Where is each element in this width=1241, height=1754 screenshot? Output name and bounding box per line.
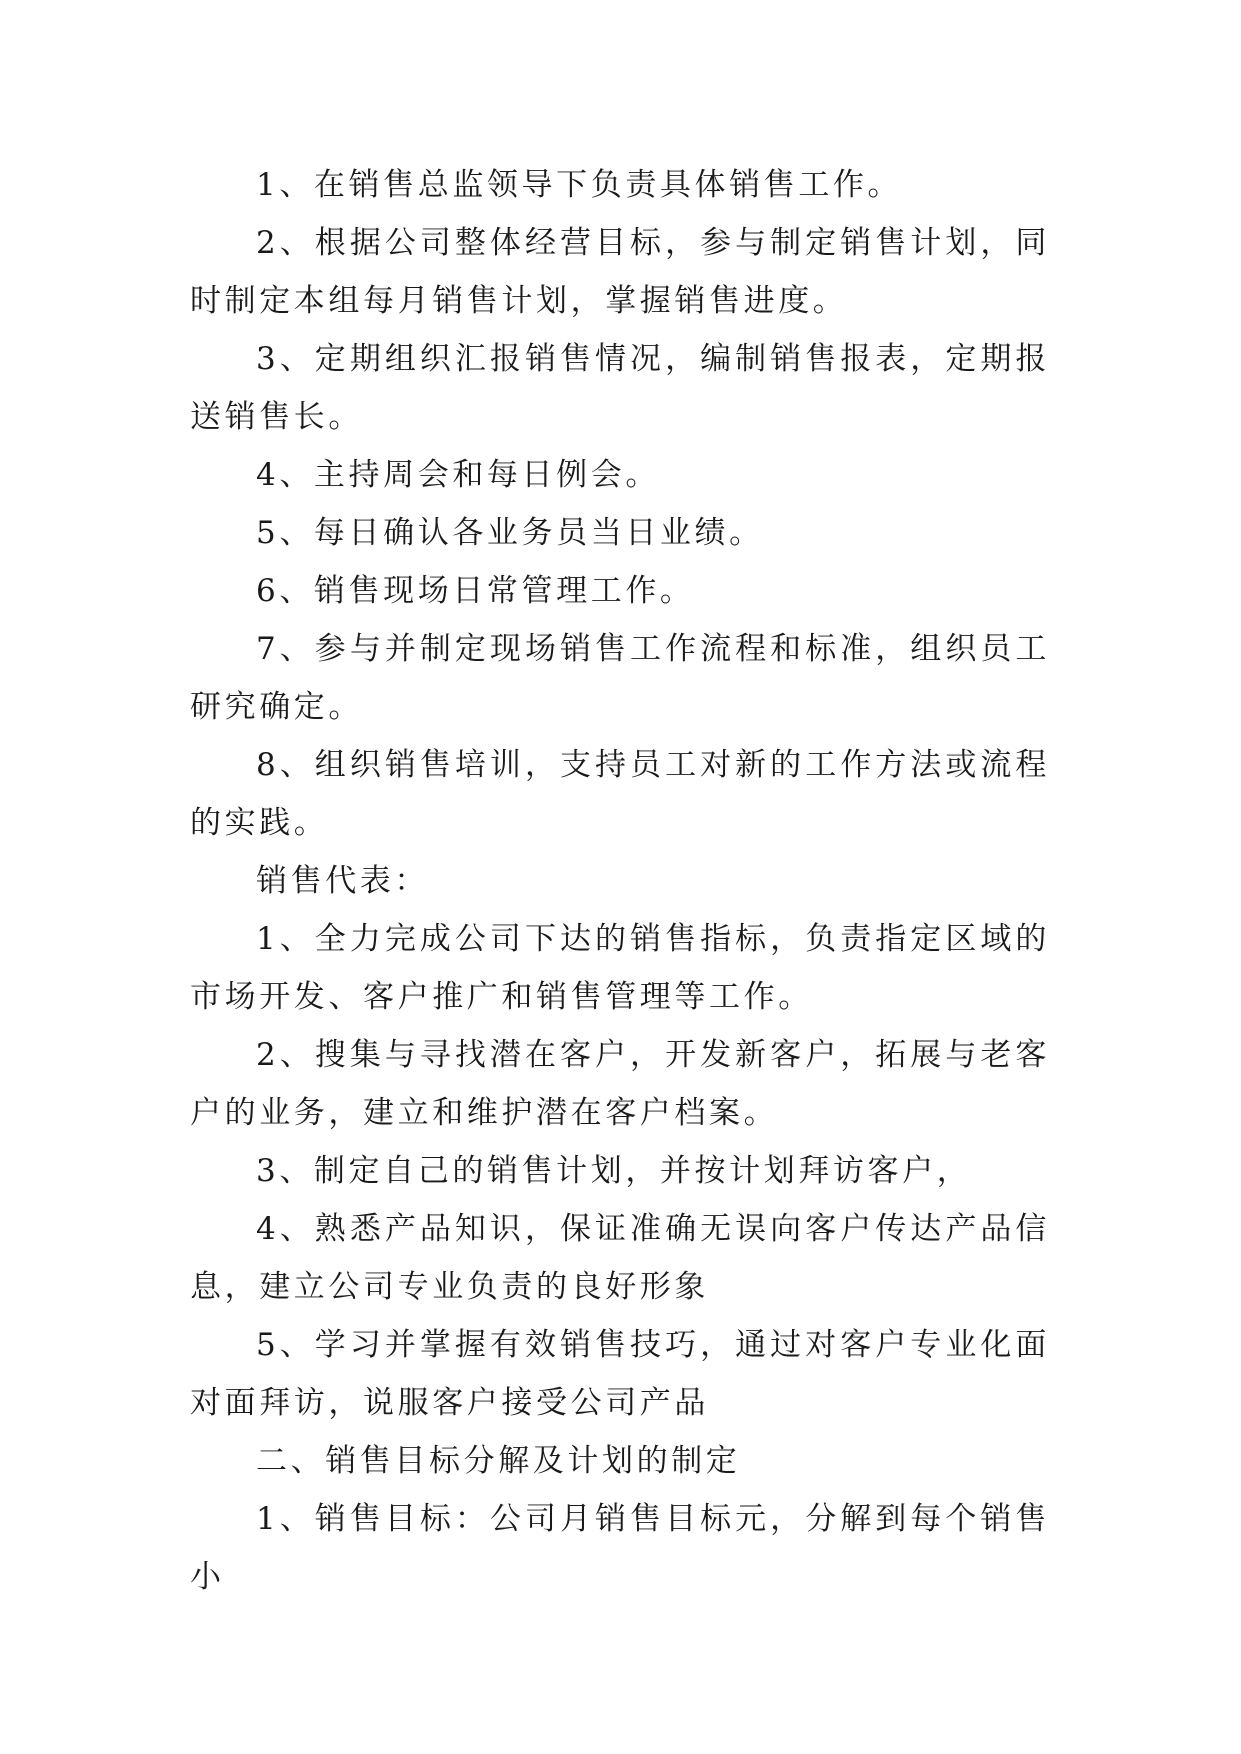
paragraph: 6、销售现场日常管理工作。 xyxy=(256,573,695,609)
document-page xyxy=(190,156,1050,1606)
paragraph: 2、根据公司整体经营目标，参与制定销售计划，同时制定本组每月销售计划，掌握销售进度。 xyxy=(190,225,1050,319)
paragraph: 3、定期组织汇报销售情况，编制销售报表，定期报送销售长。 xyxy=(190,341,1050,435)
paragraph: 8、组织销售培训，支持员工对新的工作方法或流程的实践。 xyxy=(190,747,1050,841)
section-heading: 销售代表： xyxy=(256,863,429,899)
paragraph: 5、每日确认各业务员当日业绩。 xyxy=(256,515,764,551)
paragraph: 1、在销售总监领导下负责具体销售工作。 xyxy=(256,167,903,203)
paragraph: 7、参与并制定现场销售工作流程和标准，组织员工研究确定。 xyxy=(190,631,1050,725)
paragraph: 1、销售目标：公司月销售目标元，分解到每个销售小 xyxy=(190,1501,1050,1595)
paragraph: 2、搜集与寻找潜在客户，开发新客户，拓展与老客户的业务，建立和维护潜在客户档案。 xyxy=(190,1037,1050,1131)
section-heading: 二、销售目标分解及计划的制定 xyxy=(256,1443,741,1479)
paragraph: 5、学习并掌握有效销售技巧，通过对客户专业化面对面拜访，说服客户接受公司产品 xyxy=(190,1327,1050,1421)
paragraph: 4、主持周会和每日例会。 xyxy=(256,457,660,493)
paragraph: 1、全力完成公司下达的销售指标，负责指定区域的市场开发、客户推广和销售管理等工作。 xyxy=(190,921,1050,1015)
paragraph: 3、制定自己的销售计划，并按计划拜访客户， xyxy=(256,1153,972,1189)
paragraph: 4、熟悉产品知识，保证准确无误向客户传达产品信息，建立公司专业负责的良好形象 xyxy=(190,1211,1050,1305)
